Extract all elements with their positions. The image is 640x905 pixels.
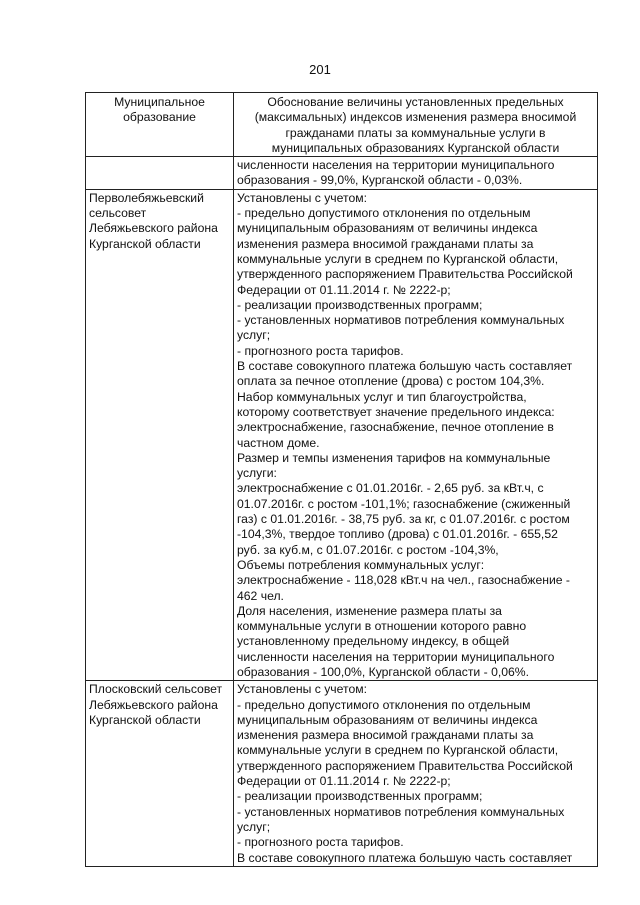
text-line: гражданами платы за коммунальные услуги в bbox=[285, 125, 546, 140]
header-justification bbox=[234, 93, 598, 157]
text-line: Муниципальное bbox=[114, 95, 205, 109]
text-line: муниципальных образованиях Курганской области bbox=[271, 140, 560, 155]
text-line: Курганской области bbox=[89, 712, 201, 727]
text-line: - реализации производственных программ; bbox=[237, 297, 483, 312]
text-line: оплата за печное отопление (дрова) с ростом 104,3%. bbox=[237, 374, 545, 389]
text-line: утвержденного распоряжением Правительства Российской bbox=[237, 758, 573, 773]
text-line: - установленных нормативов потребления коммунальных bbox=[237, 313, 565, 328]
text-line: Курганской области bbox=[89, 236, 201, 251]
text-line: установленному предельному индексу, в общей bbox=[237, 634, 510, 649]
tariff-justification-table bbox=[85, 92, 598, 867]
text-line: изменения размера вносимой гражданами платы за bbox=[237, 236, 534, 251]
text-line: Объемы потребления коммунальных услуг: bbox=[237, 557, 485, 572]
text-line: Размер и темпы изменения тарифов на коммунальные bbox=[237, 450, 551, 465]
text-line: частном доме. bbox=[237, 435, 320, 450]
text-line: Перволебяжьевский bbox=[89, 190, 204, 205]
text-line: которому соответствует значение предельного индекса: bbox=[237, 404, 555, 419]
text-line: Федерации от 01.11.2014 г. № 2222-р; bbox=[237, 774, 451, 789]
text-line: коммунальные услуги в отношении которого равно bbox=[237, 619, 527, 634]
text-line: Набор коммунальных услуг и тип благоустройства, bbox=[237, 389, 527, 404]
text-line: руб. за куб.м, с 01.07.2016г. с ростом -104,3%, bbox=[237, 542, 499, 557]
text-line: электроснабжение, газоснабжение, печное отопление в bbox=[237, 420, 554, 435]
text-line: 01.07.2016г. с ростом -101,1%; газоснабжение (сжиженный bbox=[237, 496, 571, 511]
text-line: численности населения на территории муниципального bbox=[237, 649, 555, 664]
text-line: Обоснование величины установленных предельных bbox=[267, 95, 564, 109]
header-municipality bbox=[86, 93, 234, 157]
text-line: электроснабжение - 118,028 кВт.ч на чел., газоснабжение - bbox=[237, 573, 570, 588]
page-number: 201 bbox=[309, 62, 331, 77]
text-line: В составе совокупного платежа большую часть составляет bbox=[237, 850, 573, 865]
justification-cell bbox=[234, 681, 598, 867]
text-line: Лебяжьевского района bbox=[89, 697, 218, 712]
text-line: Федерации от 01.11.2014 г. № 2222-р; bbox=[237, 282, 451, 297]
text-line: - прогнозного роста тарифов. bbox=[237, 343, 404, 358]
text-line: - предельно допустимого отклонения по отдельным bbox=[237, 206, 531, 221]
municipality-cell bbox=[86, 157, 234, 190]
text-line: - установленных нормативов потребления коммунальных bbox=[237, 804, 565, 819]
text-line: (максимальных) индексов изменения размера вносимой bbox=[254, 110, 577, 125]
text-line: 462 чел. bbox=[237, 588, 284, 603]
justification-cell bbox=[234, 157, 598, 190]
text-line: Установлены с учетом: bbox=[237, 190, 367, 205]
text-line: муниципальным образованиям от величины индекса bbox=[237, 712, 538, 727]
text-line: - реализации производственных программ; bbox=[237, 789, 483, 804]
text-line: муниципальным образованиям от величины индекса bbox=[237, 221, 538, 236]
text-line: услуг; bbox=[237, 328, 271, 343]
text-line: В составе совокупного платежа большую часть составляет bbox=[237, 359, 573, 374]
text-line: коммунальные услуги в среднем по Курганской области, bbox=[237, 251, 559, 266]
text-line: изменения размера вносимой гражданами платы за bbox=[237, 728, 534, 743]
text-line: Плосковский сельсовет bbox=[89, 682, 223, 697]
text-line: образование bbox=[123, 110, 196, 125]
text-line: - прогнозного роста тарифов. bbox=[237, 835, 404, 850]
text-line: услуги: bbox=[237, 466, 277, 481]
municipality-cell bbox=[86, 189, 234, 681]
text-line: -104,3%, твердое топливо (дрова) с 01.01.2016г. - 655,52 bbox=[237, 527, 558, 542]
table-row bbox=[86, 157, 598, 190]
municipality-cell bbox=[86, 681, 234, 867]
text-line: электроснабжение с 01.01.2016г. - 2,65 руб. за кВт.ч, с bbox=[237, 481, 544, 496]
text-line: численности населения на территории муниципального bbox=[237, 158, 555, 173]
text-line: услуг; bbox=[237, 819, 271, 834]
table-row bbox=[86, 681, 598, 867]
text-line: - предельно допустимого отклонения по отдельным bbox=[237, 697, 531, 712]
text-line: Лебяжьевского района bbox=[89, 221, 218, 236]
text-line: образования - 100,0%, Курганской области - 0,06%. bbox=[237, 664, 530, 679]
text-line: сельсовет bbox=[89, 206, 147, 221]
table-row bbox=[86, 189, 598, 681]
text-line: газ) с 01.01.2016г. - 38,75 руб. за кг, с 01.07.2016г. с ростом bbox=[237, 512, 570, 527]
text-line: Доля населения, изменение размера платы за bbox=[237, 603, 502, 618]
text-line: Установлены с учетом: bbox=[237, 682, 367, 697]
text-line: коммунальные услуги в среднем по Курганской области, bbox=[237, 743, 559, 758]
justification-cell bbox=[234, 189, 598, 681]
text-line: образования - 99,0%, Курганской области - 0,03%. bbox=[237, 173, 523, 188]
text-line: утвержденного распоряжением Правительства Российской bbox=[237, 267, 573, 282]
table-header-row bbox=[86, 93, 598, 157]
